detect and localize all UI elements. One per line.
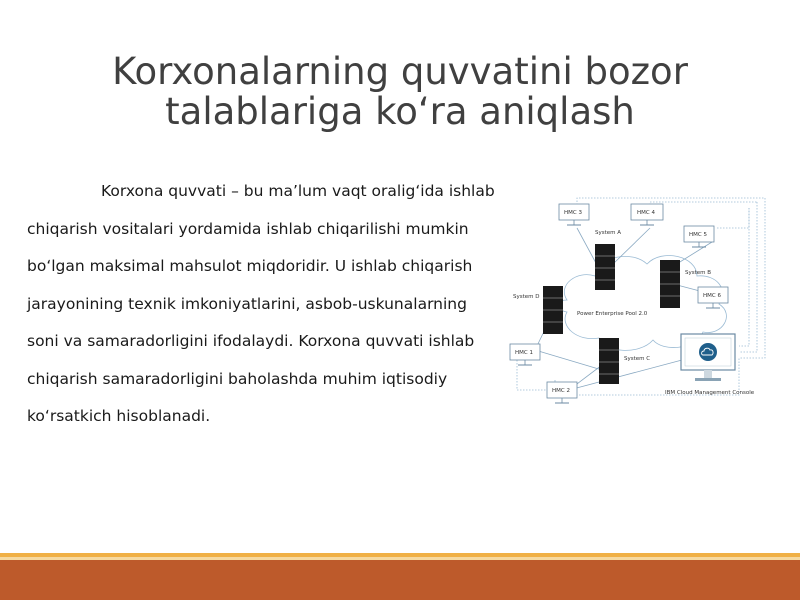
hmc2-label: HMC 2 <box>552 388 570 394</box>
cloud-console-monitor <box>681 334 735 381</box>
system-b-label: System B <box>685 270 712 276</box>
network-diagram <box>507 190 775 420</box>
hmc4-label: HMC 4 <box>637 210 655 216</box>
slide-title <box>40 52 760 132</box>
hmc5-label: HMC 5 <box>689 232 707 238</box>
hmc3-label: HMC 3 <box>564 210 582 216</box>
server-system-b <box>660 260 680 308</box>
console-label: IBM Cloud Management Console <box>665 390 755 396</box>
title-line-1: Korxonalarning quvvatini bozor <box>112 50 688 93</box>
hmc2-monitor <box>547 382 577 403</box>
server-system-a <box>595 244 615 290</box>
system-a-label: System A <box>595 230 622 236</box>
hmc4-monitor <box>631 204 663 225</box>
hmc1-label: HMC 1 <box>515 350 533 356</box>
hmc1-monitor <box>510 344 540 365</box>
system-c-label: System C <box>624 356 651 362</box>
server-system-d <box>543 286 563 334</box>
body-paragraph <box>27 173 502 436</box>
title-line-2: talablariga koʻra aniqlash <box>165 90 635 133</box>
body-text: Korxona quvvati – bu maʼlum vaqt oraligʻida ishlab chiqarish vositalari yordamida ishlab chiqarilishi mumkin boʻlgan maksimal mahsulot miqdoridir. U ishlab chiqarish jarayonining texnik imkoniyatlarini, asbob-uskunalarning soni va samaradorligini ifodalaydi. Korxona quvvati ishlab chiqarish samaradorligini baholashda muhim iqtisodiy koʻrsatkich hisoblanadi. <box>27 182 495 425</box>
hmc6-label: HMC 6 <box>703 293 721 299</box>
hmc3-monitor <box>559 204 589 225</box>
pool-label: Power Enterprise Pool 2.0 <box>577 311 648 317</box>
footer-bar <box>0 560 800 600</box>
system-d-label: System D <box>513 294 540 300</box>
server-system-c <box>599 338 619 384</box>
